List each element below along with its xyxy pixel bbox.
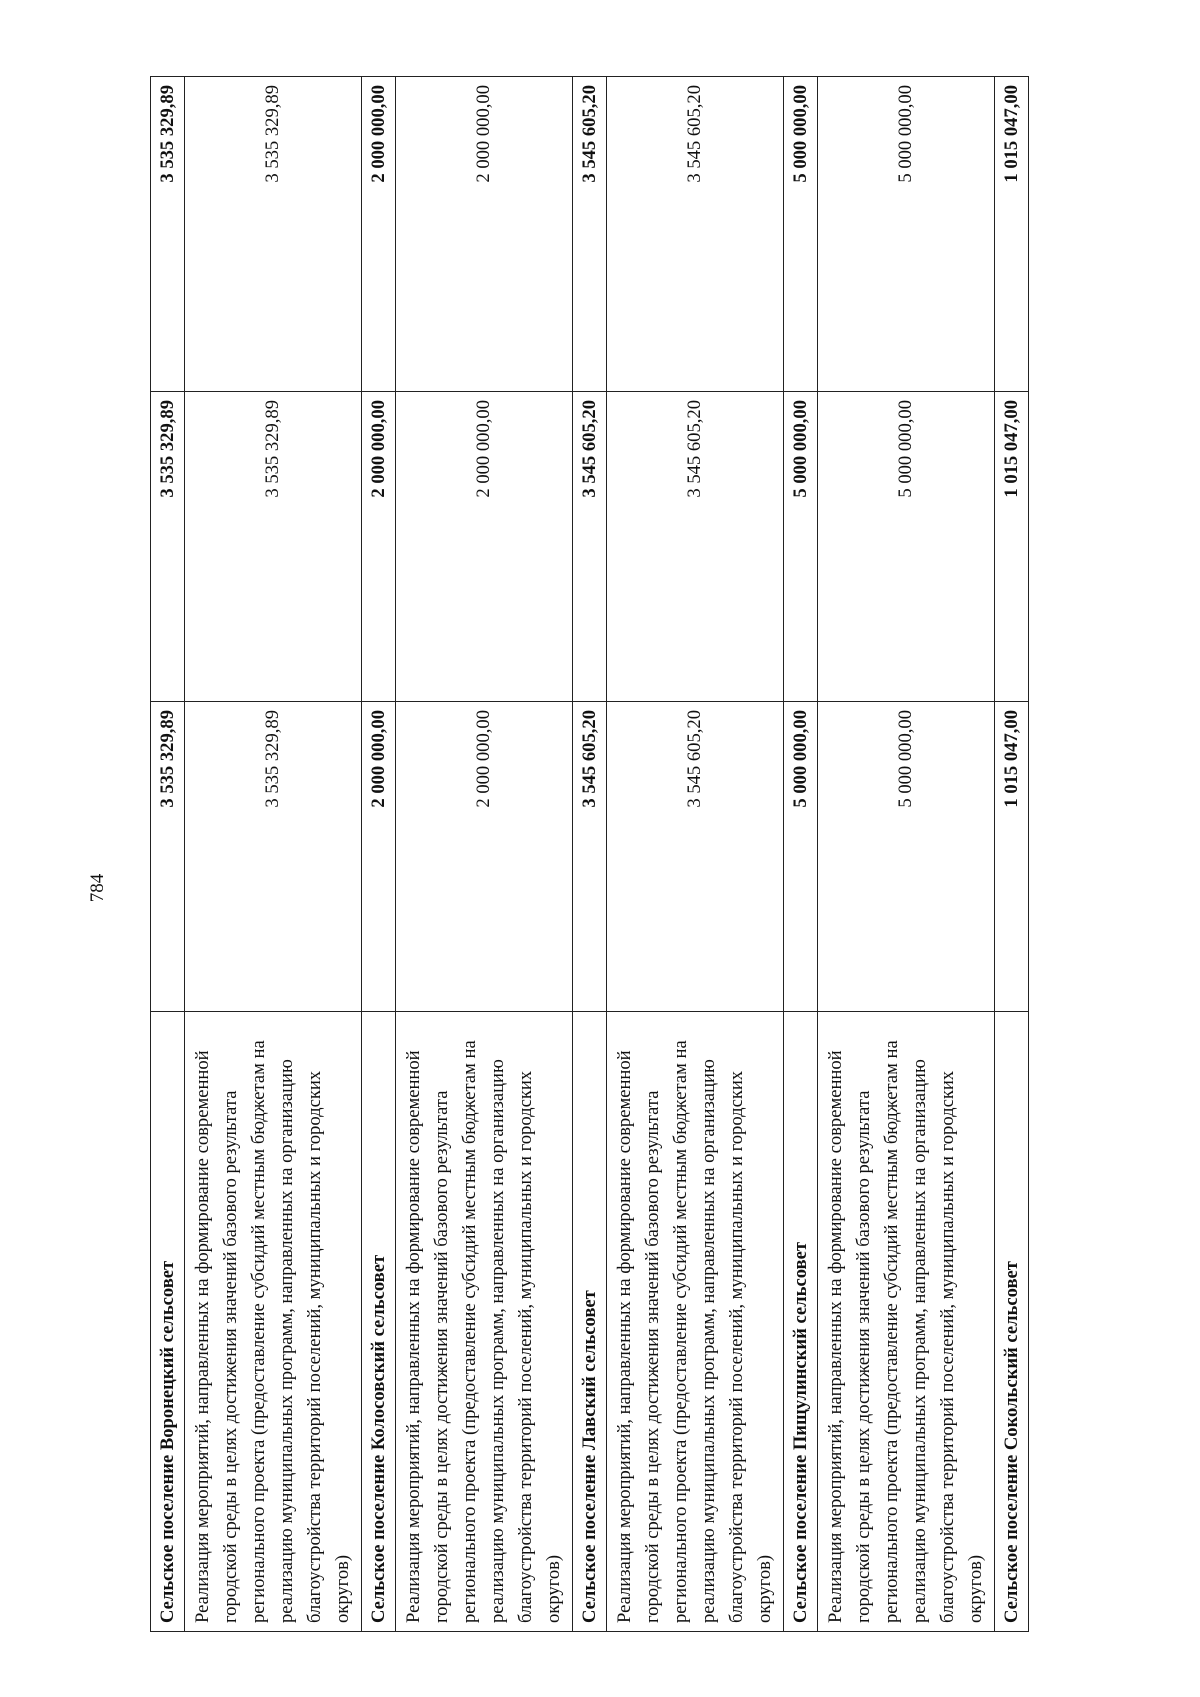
budget-table <box>150 76 1029 1632</box>
item-value: 3 545 605,20 <box>607 702 784 1012</box>
table-row <box>396 77 573 1632</box>
settlement-title: Сельское поселение Колосовский сельсовет <box>362 1012 396 1632</box>
item-value: 5 000 000,00 <box>818 702 995 1012</box>
item-value: 3 535 329,89 <box>185 702 362 1012</box>
item-value: 3 545 605,20 <box>607 77 784 392</box>
item-value: 5 000 000,00 <box>818 392 995 702</box>
total-value: 3 535 329,89 <box>151 77 185 392</box>
item-value: 3 535 329,89 <box>185 77 362 392</box>
table-row <box>607 77 784 1632</box>
settlement-title: Сельское поселение Сокольский сельсовет <box>995 1012 1029 1632</box>
settlement-title: Сельское поселение Лавский сельсовет <box>573 1012 607 1632</box>
total-value: 3 535 329,89 <box>151 392 185 702</box>
table-row <box>995 77 1029 1632</box>
table-row <box>573 77 607 1632</box>
total-value: 2 000 000,00 <box>362 77 396 392</box>
total-value: 1 015 047,00 <box>995 77 1029 392</box>
page-number: 784 <box>87 873 108 903</box>
item-value: 3 545 605,20 <box>607 392 784 702</box>
total-value: 5 000 000,00 <box>784 702 818 1012</box>
settlement-title: Сельское поселение Пищулинский сельсовет <box>784 1012 818 1632</box>
total-value: 3 535 329,89 <box>151 702 185 1012</box>
total-value: 3 545 605,20 <box>573 77 607 392</box>
item-value: 2 000 000,00 <box>396 702 573 1012</box>
table-row <box>818 77 995 1632</box>
total-value: 2 000 000,00 <box>362 392 396 702</box>
item-value: 5 000 000,00 <box>818 77 995 392</box>
table-row <box>151 77 185 1632</box>
table-row <box>185 77 362 1632</box>
total-value: 5 000 000,00 <box>784 77 818 392</box>
item-value: 2 000 000,00 <box>396 392 573 702</box>
table-row <box>362 77 396 1632</box>
item-value: 3 535 329,89 <box>185 392 362 702</box>
total-value: 3 545 605,20 <box>573 702 607 1012</box>
settlement-title: Сельское поселение Воронецкий сельсовет <box>151 1012 185 1632</box>
item-value: 2 000 000,00 <box>396 77 573 392</box>
total-value: 1 015 047,00 <box>995 392 1029 702</box>
total-value: 5 000 000,00 <box>784 392 818 702</box>
total-value: 3 545 605,20 <box>573 392 607 702</box>
item-description: Реализация мероприятий, направленных на формирование современной городской среды в целях достижения значений базового результата регионального проекта (предоставление субсидий местным бюджетам на реализацию муниципальных программ, направленных на организацию благоустройства территорий поселений, муниципальных и городских округов) <box>818 1012 995 1632</box>
total-value: 1 015 047,00 <box>995 702 1029 1012</box>
total-value: 2 000 000,00 <box>362 702 396 1012</box>
rotated-table-container <box>150 77 1022 1632</box>
table-row <box>784 77 818 1632</box>
item-description: Реализация мероприятий, направленных на формирование современной городской среды в целях достижения значений базового результата регионального проекта (предоставление субсидий местным бюджетам на реализацию муниципальных программ, направленных на организацию благоустройства территорий поселений, муниципальных и городских округов) <box>185 1012 362 1632</box>
item-description: Реализация мероприятий, направленных на формирование современной городской среды в целях достижения значений базового результата регионального проекта (предоставление субсидий местным бюджетам на реализацию муниципальных программ, направленных на организацию благоустройства территорий поселений, муниципальных и городских округов) <box>396 1012 573 1632</box>
item-description: Реализация мероприятий, направленных на формирование современной городской среды в целях достижения значений базового результата регионального проекта (предоставление субсидий местным бюджетам на реализацию муниципальных программ, направленных на организацию благоустройства территорий поселений, муниципальных и городских округов) <box>607 1012 784 1632</box>
